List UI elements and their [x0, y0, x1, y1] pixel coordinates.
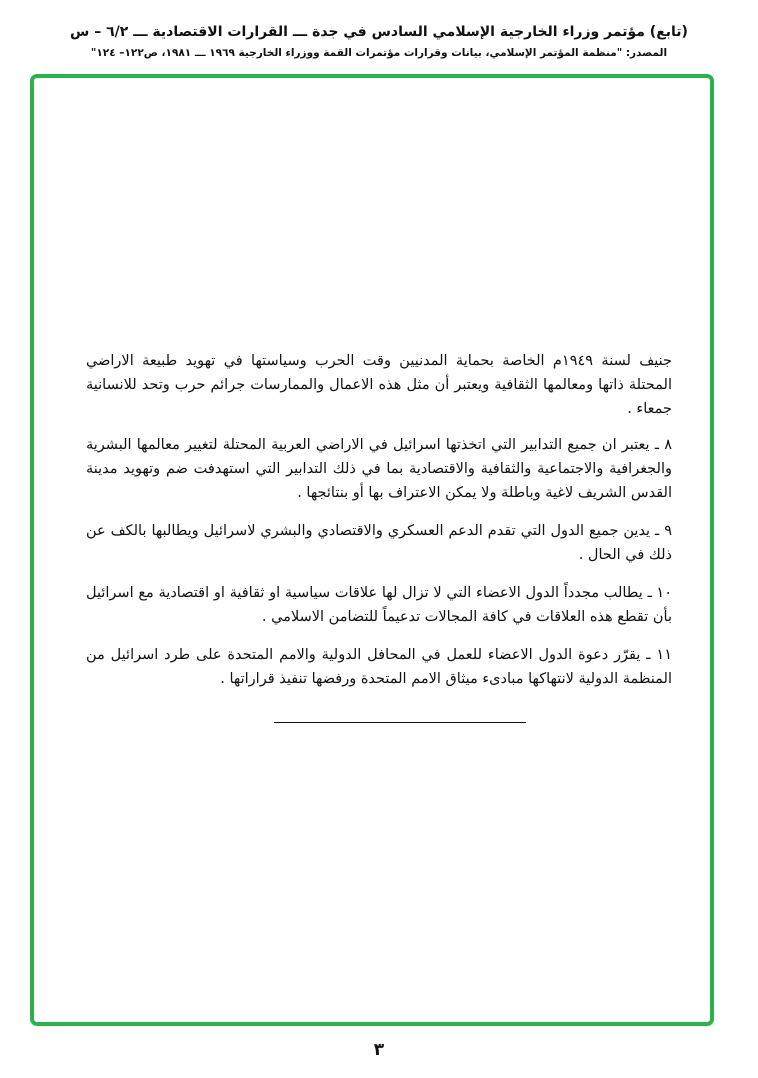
page-number: ٣ [373, 1040, 385, 1060]
paragraph-clause-10: ١٠ ـ يطالب مجدداً الدول الاعضاء التي لا تزال لها علاقات سياسية او ثقافية او اقتصادية مع اسرائيل بأن تقطع هذه العلاقات في كافة المجالات تدعيماً للتضامن الاسلامي . [86, 585, 672, 625]
section-divider [274, 722, 526, 723]
document-body [86, 349, 672, 705]
page-title: (تابع) مؤتمر وزراء الخارجية الإسلامي السادس في جدة ـــ القرارات الاقتصادية ـــ ٦/٢ – س [70, 24, 688, 40]
page-header [20, 22, 738, 61]
paragraph-clause-9: ٩ ـ يدين جميع الدول التي تقدم الدعم العسكري والاقتصادي والبشري لاسرائيل ويطالبها بالكف عن ذلك في الحال . [86, 523, 672, 563]
paragraph-clause-8: ٨ ـ يعتبر ان جميع التدابير التي اتخذتها اسرائيل في الاراضي العربية المحتلة لتغيير معالمها البشرية والجغرافية والاجتماعية والثقافية والاقتصادية بما في ذلك التدابير التي استهدفت ضم وتهويد مدينة القدس الشريف لاغية وباطلة ولا يمكن الاعتراف بها أو بنتائجها . [86, 437, 672, 501]
source-citation: المصدر: "منظمة المؤتمر الإسلامي، بيانات وقرارات مؤتمرات القمة ووزراء الخارجية ١٩٦٩ ـــ ١٩٨١، ص١٢٢– ١٢٤" [90, 47, 668, 59]
paragraph-continuation: جنيف لسنة ١٩٤٩م الخاصة بحماية المدنيين وقت الحرب وسياستها في تهويد طبيعة الاراضي المحتلة ذاتها ومعالمها الثقافية ويعتبر أن مثل هذه الاعمال والممارسات جرائم حرب وتحد للانسانية جمعاء . [86, 353, 673, 417]
paragraph-clause-11: ١١ ـ يقرّر دعوة الدول الاعضاء للعمل في المحافل الدولية والامم المتحدة على طرد اسرائيل من المنظمة الدولية لانتهاكها مبادىء ميثاق الامم المتحدة ورفضها تنفيذ قراراتها . [86, 647, 672, 687]
